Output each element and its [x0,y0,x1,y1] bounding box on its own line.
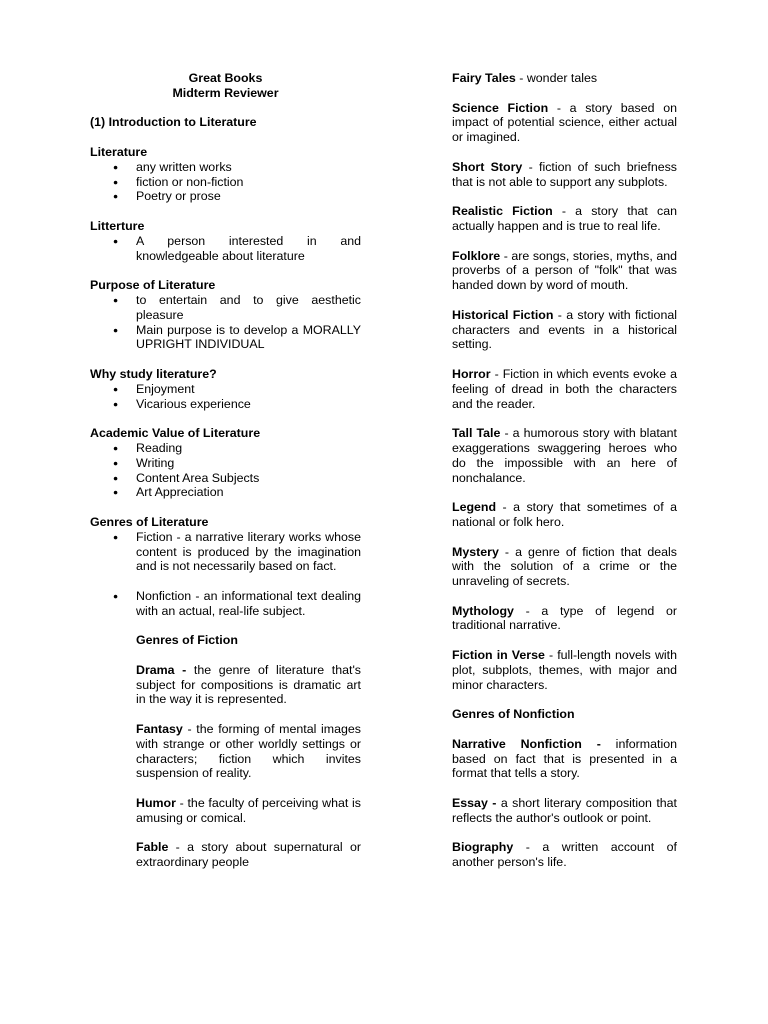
entry-term: Folklore [452,248,501,263]
entry-term: Horror [452,366,491,381]
entry-definition: - the faculty of perceiving what is amusing or comical. [136,796,361,825]
entry-definition: - a written account of another person's life. [452,840,677,870]
definition-entry [452,249,677,293]
list-item: ● Art Appreciation [90,485,361,500]
genres-heading: Genres of Literature [90,514,209,529]
entry-term: Fairy Tales [452,71,516,85]
definition-entry [452,367,677,411]
definition-entry [452,604,677,634]
entry-definition: - a story that can actually happen and is true to real life. [452,204,677,233]
entry-term: Fable [136,840,169,855]
list-item: ● Enjoyment [90,382,361,397]
definition-entry [452,545,677,589]
entry-term: Tall Tale [452,426,501,441]
left-column [90,71,361,870]
definition-entry [452,308,677,352]
litterture-heading: Litterture [90,218,145,233]
list-item: ● to entertain and to give aesthetic pleasure [90,293,361,323]
entry-definition: the genre of literature that's subject for compositions is dramatic art in the way it is represented. [136,662,362,707]
entry-definition: - fiction of such briefness that is not able to support any subplots. [452,159,677,189]
entry-definition: a short literary composition that reflects the author's outlook or point. [452,796,677,825]
entry-term: Drama - [136,662,187,677]
entry-definition: - a story with fictional characters and events in a historical setting. [452,307,677,352]
academic-heading: Academic Value of Literature [90,426,261,441]
definition-entry [452,796,677,826]
entry-definition: - a story that sometimes of a national or folk hero. [452,500,677,529]
definition-entry [136,663,361,707]
entry-definition: - wonder tales [515,71,598,85]
entry-definition: - a genre of fiction that deals with the solution of a crime or the unraveling of secrets. [452,544,677,589]
literature-section [90,145,361,204]
entry-term: Narrative Nonfiction - [452,736,601,751]
entry-term: Essay - [452,796,497,811]
why-heading: Why study literature? [90,366,217,381]
nonfiction-genres-heading: Genres of Nonfiction [452,707,575,722]
definition-entry [452,101,677,145]
entry-term: Biography [452,840,514,855]
list-item: ● Poetry or prose [90,189,361,204]
entry-definition: - are songs, stories, myths, and proverbs of a person of "folk" that was handed down by word of mouth. [452,248,677,293]
list-item: ● fiction or non-fiction [90,175,361,190]
list-item: ● Content Area Subjects [90,471,361,486]
entry-term: Science Fiction [452,100,549,115]
definition-entry [452,840,677,870]
right-column [452,71,677,870]
entry-term: Realistic Fiction [452,204,553,219]
fiction-genres [90,633,361,870]
entry-term: Mystery [452,544,499,559]
litterture-section [90,219,361,263]
list-item: ● any written works [90,160,361,175]
entry-term: Legend [452,500,497,515]
entry-term: Humor [136,796,176,811]
definition-entry [452,160,677,190]
list-item: ● Main purpose is to develop a MORALLY UPRIGHT INDIVIDUAL [90,323,361,353]
definition-entry [452,500,677,530]
genres-section [90,515,361,870]
definition-entry [452,204,677,234]
entry-term: Historical Fiction [452,307,554,322]
purpose-heading: Purpose of Literature [90,278,216,293]
academic-section [90,426,361,500]
definition-entry [452,71,677,86]
why-section [90,367,361,411]
section-heading: (1) Introduction to Literature [90,115,257,130]
entry-term: Fiction in Verse [452,648,545,663]
list-item: ● A person interested in and knowledgeable about literature [90,234,361,264]
list-item: ● Fiction - a narrative literary works whose content is produced by the imagination and is not necessarily based on fact. [90,530,361,574]
entry-term: Mythology [452,603,514,618]
definition-entry [452,737,677,781]
document-title: Great Books [188,71,263,85]
entry-term: Short Story [452,159,523,174]
definition-entry [452,426,677,485]
document-subtitle: Midterm Reviewer [172,85,279,100]
list-item: ● Reading [90,441,361,456]
entry-definition: - the forming of mental images with strange or other worldly settings or characters; fiction which invites suspension of reality. [136,722,361,781]
entry-definition: - a story about supernatural or extraordinary people [136,840,361,870]
entry-definition: information based on fact that is presented in a format that tells a story. [452,736,677,781]
purpose-section [90,278,361,352]
list-item: ● Vicarious experience [90,397,361,412]
entry-definition: - full-length novels with plot, subplots, themes, with major and minor characters. [452,648,677,692]
fiction-genres-heading: Genres of Fiction [136,633,238,648]
literature-heading: Literature [90,144,148,159]
entry-definition: - a story based on impact of potential science, either actual or imagined. [452,100,677,145]
entry-definition: - Fiction in which events evoke a feeling of dread in both the characters and the reader. [452,366,677,411]
definition-entry [136,796,361,826]
list-item: ● Writing [90,456,361,471]
entry-definition: - a humorous story with blatant exaggerations swaggering heroes who do the impossible with an here of nonchalance. [452,426,677,485]
definition-entry [136,722,361,781]
definition-entry [136,840,361,870]
list-item: ● Nonfiction - an informational text dealing with an actual, real-life subject. [90,589,361,619]
definition-entry [452,648,677,692]
entry-term: Fantasy [136,722,183,737]
entry-definition: - a type of legend or traditional narrative. [452,603,677,633]
